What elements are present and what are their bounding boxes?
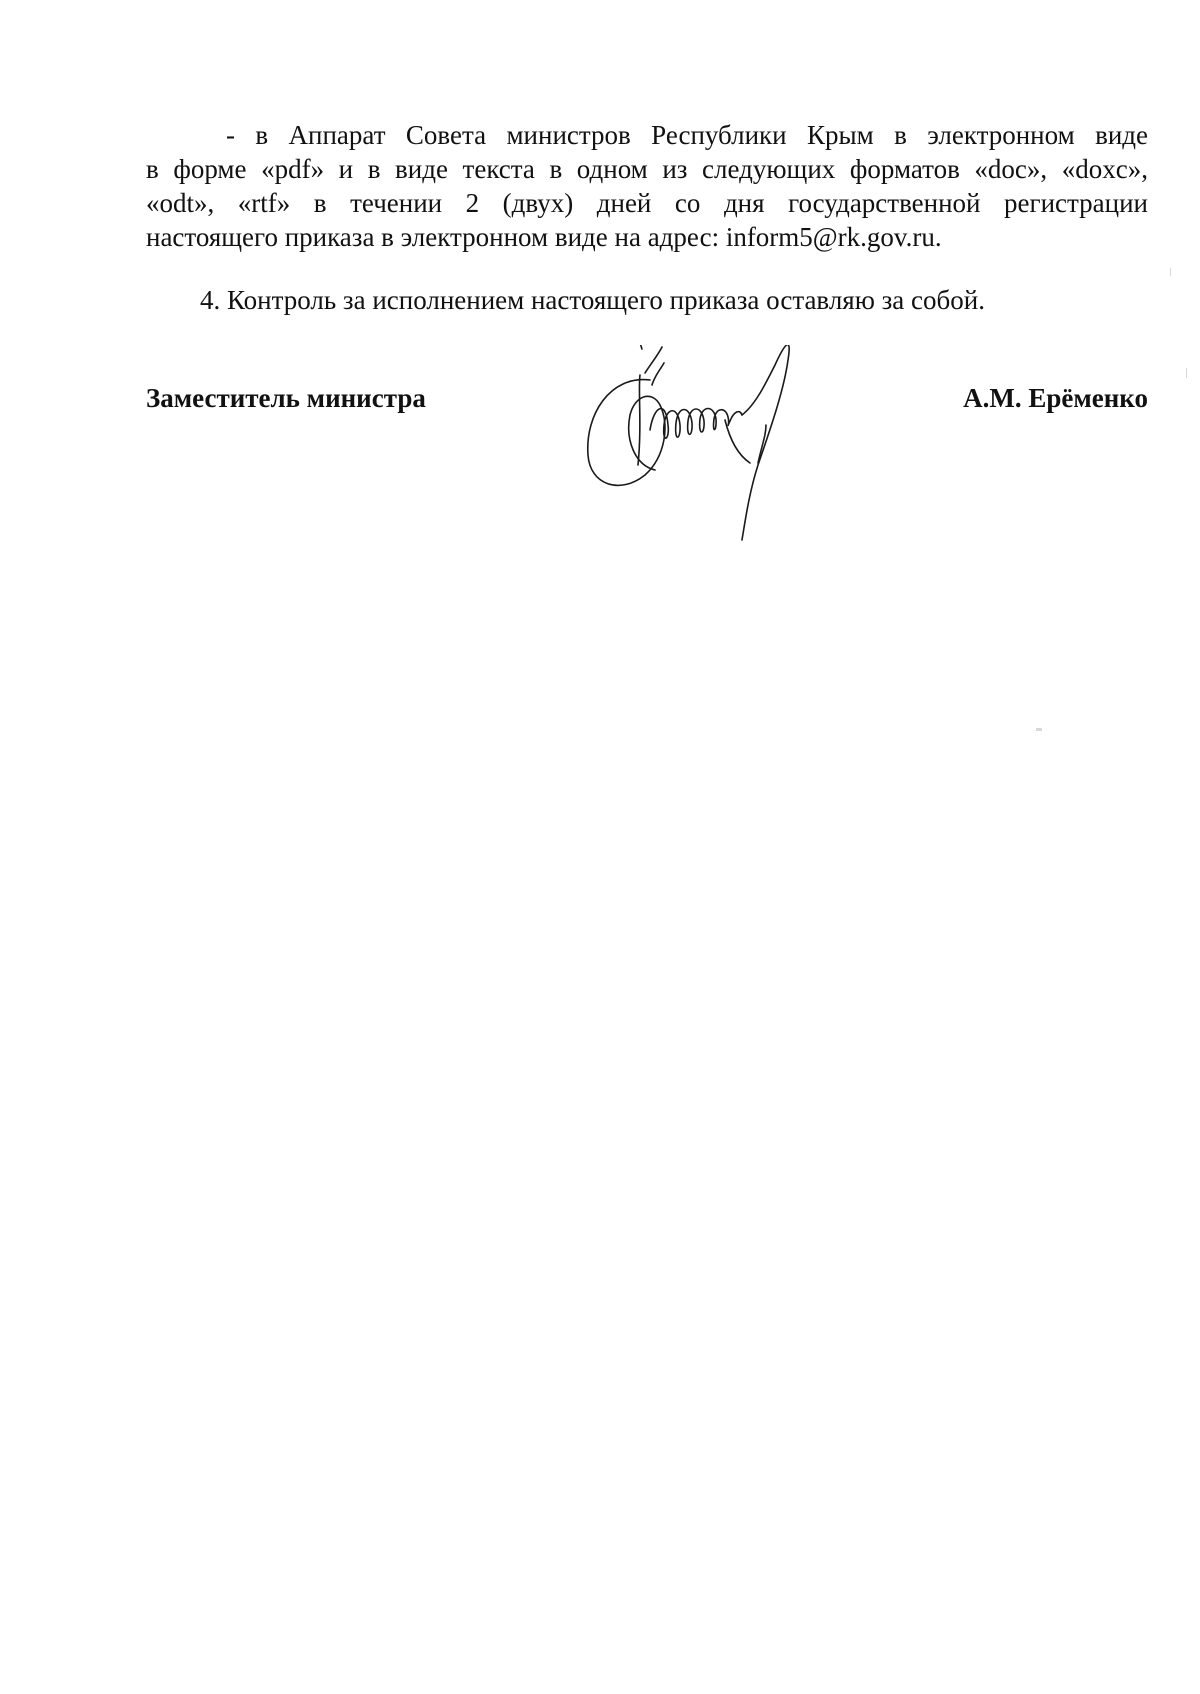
paragraph-control: 4. Контроль за исполнением настоящего приказа оставляю за собой.	[200, 285, 985, 315]
signatory-title: Заместитель министра	[146, 383, 426, 413]
paragraph-line: - в Аппарат Совета министров Республики Крым в электронном виде	[226, 120, 1148, 150]
paragraph-line: в форме «pdf» и в виде текста в одном из следующих форматов «doc», «doxc»,	[146, 154, 1148, 184]
handwritten-signature	[580, 345, 820, 545]
scan-artifact	[1186, 368, 1187, 378]
paragraph-line: настоящего приказа в электронном виде на адрес: inform5@rk.gov.ru.	[146, 222, 942, 252]
paragraph-line: «odt», «rtf» в течении 2 (двух) дней со дня государственной регистрации	[146, 188, 1148, 218]
scan-artifact	[1036, 728, 1042, 731]
scan-artifact	[1170, 268, 1171, 276]
signatory-name: А.М. Ерёменко	[963, 383, 1148, 413]
paragraph-distribution	[146, 118, 1148, 254]
